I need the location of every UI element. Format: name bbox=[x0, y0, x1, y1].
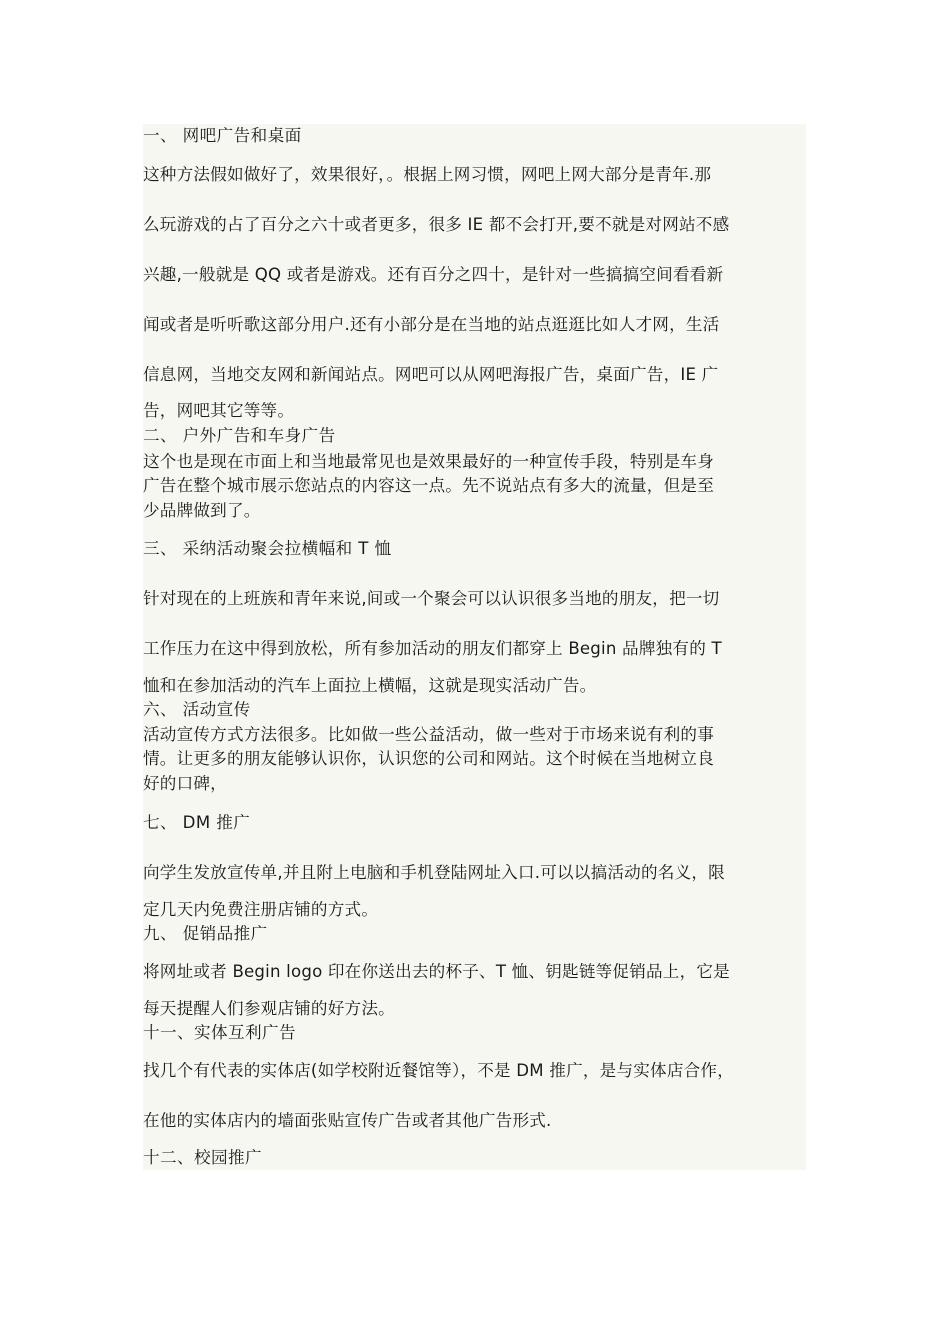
section-heading-2: 二、 户外广告和车身广告 bbox=[143, 426, 336, 445]
paragraph-line: 少品牌做到了。 bbox=[143, 501, 261, 520]
section-heading-1: 一、 网吧广告和桌面 bbox=[143, 126, 302, 145]
paragraph-line: 工作压力在这中得到放松，所有参加活动的朋友们都穿上 Begin 品牌独有的 T bbox=[143, 639, 722, 658]
paragraph-line: 信息网，当地交友网和新闻站点。网吧可以从网吧海报广告，桌面广告，IE 广 bbox=[143, 365, 719, 384]
paragraph-line: 这种方法假如做好了，效果很好，。根据上网习惯，网吧上网大部分是青年.那 bbox=[143, 165, 712, 184]
paragraph-line: 么玩游戏的占了百分之六十或者更多，很多 IE 都不会打开,要不就是对网站不感 bbox=[143, 215, 730, 234]
paragraph-line: 情。让更多的朋友能够认识你，认识您的公司和网站。这个时候在当地树立良 bbox=[143, 749, 714, 768]
paragraph-line: 活动宣传方式方法很多。比如做一些公益活动，做一些对于市场来说有利的事 bbox=[143, 725, 714, 744]
section-heading-9: 九、 促销品推广 bbox=[143, 924, 268, 943]
section-heading-11: 十一、实体互利广告 bbox=[143, 1023, 296, 1042]
paragraph-line: 好的口碑， bbox=[143, 774, 227, 793]
paragraph-line: 每天提醒人们参观店铺的好方法。 bbox=[143, 999, 395, 1018]
section-heading-12: 十二、校园推广 bbox=[143, 1148, 262, 1167]
paragraph-line: 在他的实体店内的墙面张贴宣传广告或者其他广告形式. bbox=[143, 1111, 552, 1130]
paragraph-line: 闻或者是听听歌这部分用户.还有小部分是在当地的站点逛逛比如人才网，生活 bbox=[143, 315, 720, 334]
paragraph-line: 将网址或者 Begin logo 印在你送出去的杯子、T 恤、钥匙链等促销品上，它是 bbox=[143, 962, 730, 981]
section-heading-3: 三、 采纳活动聚会拉横幅和 T 恤 bbox=[143, 539, 392, 558]
paragraph-line: 告，网吧其它等等。 bbox=[143, 401, 295, 420]
paragraph-line: 向学生发放宣传单,并且附上电脑和手机登陆网址入口.可以以搞活动的名义，限 bbox=[143, 863, 725, 882]
paragraph-line: 兴趣,一般就是 QQ 或者是游戏。还有百分之四十，是针对一些搞搞空间看看新 bbox=[143, 265, 724, 284]
section-heading-7: 七、 DM 推广 bbox=[143, 813, 251, 832]
paragraph-line: 定几天内免费注册店铺的方式。 bbox=[143, 900, 379, 919]
section-heading-6: 六、 活动宣传 bbox=[143, 700, 251, 719]
paragraph-line: 找几个有代表的实体店(如学校附近餐馆等），不是 DM 推广，是与实体店合作， bbox=[143, 1061, 735, 1080]
paragraph-line: 这个也是现在市面上和当地最常见也是效果最好的一种宣传手段，特别是车身 bbox=[143, 452, 714, 471]
paragraph-line: 恤和在参加活动的汽车上面拉上横幅，这就是现实活动广告。 bbox=[143, 676, 597, 695]
paragraph-line: 广告在整个城市展示您站点的内容这一点。先不说站点有多大的流量，但是至 bbox=[143, 476, 714, 495]
paragraph-line: 针对现在的上班族和青年来说,间或一个聚会可以认识很多当地的朋友，把一切 bbox=[143, 589, 720, 608]
